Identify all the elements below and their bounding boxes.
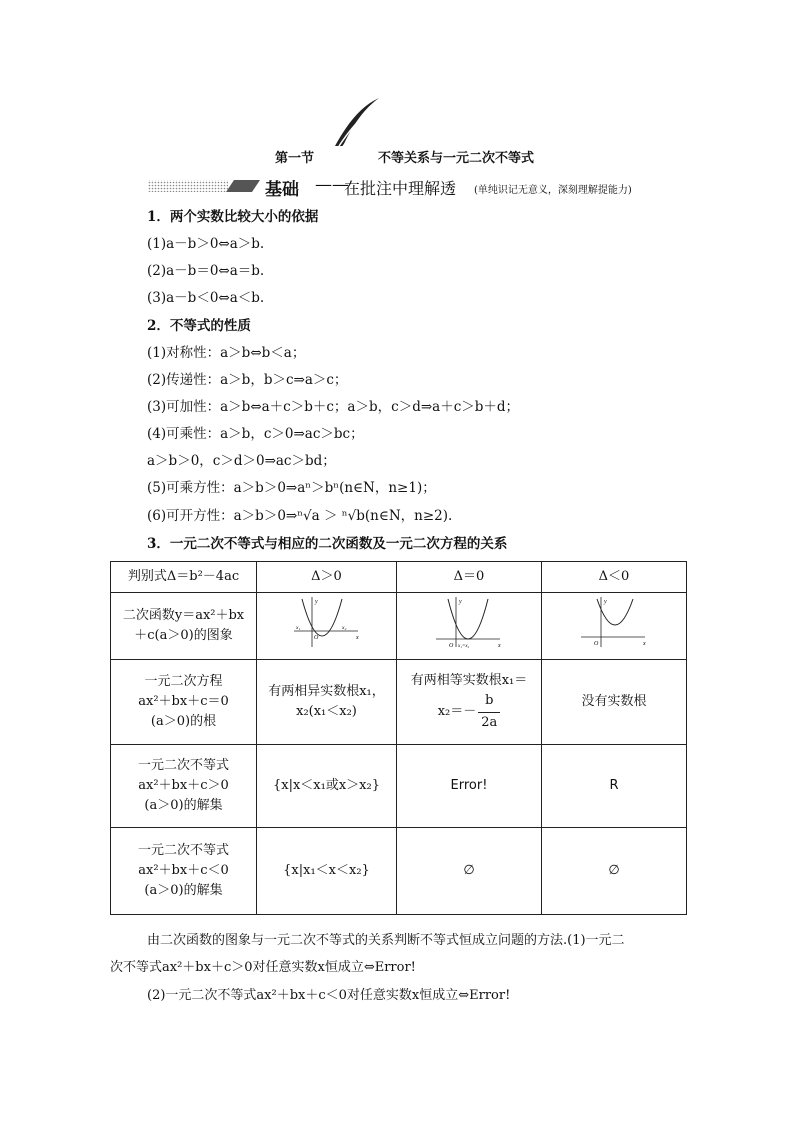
lt-solution-double-root: ∅ <box>397 828 542 915</box>
section-2-title: 2．不等式的性质 <box>147 318 251 334</box>
note-paragraph-line: (2)一元二次不等式ax²＋bx＋c＜0对任意实数x恒成立⇔Error! <box>147 988 511 1003</box>
s1-item: (3)a－b＜0⇔a＜b. <box>147 290 265 306</box>
row-label-line: ax²＋bx＋c＝0 <box>138 693 229 709</box>
table-row <box>111 660 687 745</box>
graph-label-x: x <box>643 641 646 648</box>
cell-line <box>401 691 537 732</box>
section-label: 第一节 <box>275 151 315 166</box>
row-label-line: (a＞0)的解集 <box>144 798 223 814</box>
banner-note: (单纯识记无意义，深刻理解提能力) <box>474 185 632 196</box>
row-label-line: ax²＋bx＋c＞0 <box>138 777 229 793</box>
table-row <box>111 593 687 660</box>
fraction <box>478 691 500 732</box>
chapter-title: 不等关系与一元二次不等式 <box>378 151 535 166</box>
row-label-line: 一元二次方程 <box>144 673 223 689</box>
graph-label-origin: O <box>449 643 454 650</box>
graph-cell-no-root <box>542 593 687 660</box>
fraction-numerator: b <box>478 691 500 712</box>
row-label-line: 二次函数y＝ax²＋bx <box>122 607 245 623</box>
table-row <box>111 745 687 828</box>
swoosh-logo-icon <box>333 96 381 148</box>
graph-label-y: y <box>459 599 462 606</box>
row-label-gt-solution <box>111 745 257 828</box>
s2-item: (1)对称性：a＞b⇔b＜a； <box>147 345 306 361</box>
graph-label-origin: O <box>594 641 599 648</box>
header-delta-negative: Δ＜0 <box>542 562 687 593</box>
banner-dash: —— <box>315 175 349 195</box>
relationship-table <box>110 561 687 915</box>
lt-solution-two-roots: {x|x₁＜x＜x₂} <box>257 828 397 915</box>
table-row <box>111 562 687 593</box>
gt-solution-double-root: Error! <box>397 745 542 828</box>
s1-item: (2)a－b＝0⇔a＝b. <box>147 263 265 279</box>
graph-cell-two-roots <box>257 593 397 660</box>
graph-label-x: x <box>498 643 501 650</box>
gt-solution-two-roots: {x|x＜x₁或x＞x₂} <box>257 745 397 828</box>
row-label-line: 一元二次不等式 <box>137 842 229 858</box>
s2-item: (6)可开方性：a＞b＞0⇒ⁿ√a ＞ ⁿ√b(n∈N，n≥2). <box>147 508 453 524</box>
s2-item: (4)可乘性：a＞b，c＞0⇒ac＞bc； <box>147 426 364 442</box>
parabola-no-root-icon <box>579 595 649 649</box>
section-1-title: 1．两个实数比较大小的依据 <box>147 209 319 225</box>
graph-label-y: y <box>604 599 607 606</box>
section-3-title: 3．一元二次不等式与相应的二次函数及一元二次方程的关系 <box>147 536 508 552</box>
table-row <box>111 828 687 915</box>
s2-item: (5)可乘方性：a＞b＞0⇒aⁿ＞bⁿ(n∈N，n≥1)； <box>147 480 436 496</box>
header-discriminant: 判别式Δ＝b²－4ac <box>111 562 257 593</box>
header-delta-positive: Δ＞0 <box>257 562 397 593</box>
s2-item: (2)传递性：a＞b，b＞c⇒a＞c； <box>147 372 348 388</box>
root-expression: x₂＝－ <box>437 704 477 720</box>
fraction-denominator: 2a <box>481 714 498 730</box>
cell-line: 有两相等实数根x₁＝ <box>410 673 528 689</box>
parabola-double-root-icon <box>434 595 504 649</box>
cell-line: 有两相异实数根x₁， <box>268 683 385 699</box>
row-label-line: (a＞0)的根 <box>150 714 217 730</box>
s1-item: (1)a－b＞0⇔a＞b. <box>147 236 265 252</box>
s2-item: (3)可加性：a＞b⇔a＋c＞b＋c；a＞b，c＞d⇒a＋c＞b＋d； <box>147 399 520 415</box>
row-label-line: 一元二次不等式 <box>137 757 229 773</box>
row-label-line: ＋c(a＞0)的图象 <box>134 628 233 643</box>
roots-two-distinct <box>257 660 397 745</box>
graph-label-x1-eq-x2: x₁=x₂ <box>458 644 470 650</box>
row-label-line: ax²＋bx＋c＜0 <box>138 862 229 878</box>
s2-item: a＞b＞0，c＞d＞0⇒ac＞bd； <box>147 453 336 469</box>
graph-label-origin: O <box>313 635 318 642</box>
graph-label-y: y <box>314 599 318 606</box>
note-paragraph-line: 次不等式ax²＋bx＋c＞0对任意实数x恒成立⇔Error! <box>110 960 416 975</box>
note-paragraph-line: 由二次函数的图象与一元二次不等式的关系判断不等式恒成立问题的方法.(1)一元二 <box>147 933 625 948</box>
graph-cell-double-root <box>397 593 542 660</box>
cell-line: x₂(x₁＜x₂) <box>296 704 357 719</box>
gt-solution-no-root: R <box>542 745 687 828</box>
banner-subtitle: 在批注中理解透 <box>344 179 457 198</box>
row-label-roots <box>111 660 257 745</box>
row-label-lt-solution <box>111 828 257 915</box>
parabola-two-roots-icon <box>292 595 362 649</box>
graph-label-x: x <box>355 635 359 642</box>
graph-label-x2: x₂ <box>341 625 346 632</box>
header-delta-zero: Δ＝0 <box>397 562 542 593</box>
banner-decoration-icon <box>148 178 260 194</box>
roots-double <box>397 660 542 745</box>
lt-solution-no-root: ∅ <box>542 828 687 915</box>
row-label-graph <box>111 593 257 660</box>
row-label-line: (a＞0)的解集 <box>144 883 223 899</box>
banner-title: 基础 <box>265 180 299 200</box>
graph-label-x1: x₁ <box>295 625 300 632</box>
roots-none: 没有实数根 <box>542 660 687 745</box>
